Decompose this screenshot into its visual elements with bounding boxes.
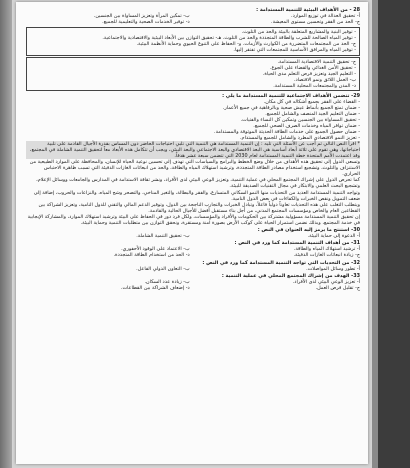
q28-option-c: ج- الحد من الفقر وتحسين مستوى المعيشة. (271, 19, 360, 26)
viewer-right-panel (372, 0, 410, 468)
q30-option-a: أ- الدعوة إلى حماية البيئة. (307, 233, 360, 240)
q33-option-d: د- إضعاف الشراكة بين القطاعات. (120, 284, 190, 291)
q29-line: - ضمان توافر المياه وخدمات الصرف الصحي للجميع. (253, 122, 360, 129)
q30-option-b: ب- تحقيق التنمية الشاملة. (136, 233, 190, 240)
q29-line: - تحقيق المساواة بين الجنسين وتمكين كل النساء والفتيات. (240, 116, 360, 123)
box-1-line: ج- الحد من المجتمعات المتضررة من الكوارث والأزمات. و- الحفاظ على التنوع الحيوي وحماية الأنظمة البيئية. (136, 41, 356, 48)
q33-options-row2 (26, 285, 360, 291)
q28-question: 28 - من الأهداف البيئية للتنمية المستدامة : (256, 7, 360, 14)
passage-paragraph: كما تحرص الدول على إشراك المجتمع المحلي في عملية التنمية، وتعزيز الوعي البيئي لدى الأفراد، ونشر ثقافة الاستدامة في المدارس والجامعات ووسائل الإعلام، وتشجيع البحث العلمي والابتكار في مجال التقنيات الصديقة للبيئة. (36, 177, 360, 190)
q29-line: - القضاء على الفقر بجميع أشكاله في كل مكان. (263, 98, 360, 105)
box-2-line: - التعليم الجيد وتعزيز فرص التعلم مدى الحياة. (262, 70, 356, 77)
passage-paragraph: * اقرأ النص التالي ثم أجب عن الأسئلة التي تليه : إن التنمية المستدامة هي التنمية التي تلبي احتياجات الحاضر دون المساس بقدرة الأجيال القادمة على تلبية احتياجاتها، وهي تقوم على ثلاثة أبعاد أساسية هي البعد الاقتصادي والبعد الاجتماعي والبعد البيئي، ويجب أن تتكامل هذه الأبعاد معاً لتحقيق التنمية الشاملة في المجتمع، وقد اعتمدت الأمم المتحدة خطة التنمية المستدامة لعام 2030 التي تتضمن سبعة عشر هدفاً. (26, 141, 360, 159)
q33-option-a: أ- تعزيز الوعي البيئي لدى الأفراد. (292, 278, 360, 285)
box-1-line: - توفير المياه الصالحة للشرب والطاقة المتجددة والحد من التلوث. هـ- تحقيق التوازن بين الأبعاد البيئية والاقتصادية والاجتماعية. (102, 35, 356, 42)
page-content (26, 6, 360, 462)
q29-line: - تعزيز النمو الاقتصادي المطرد والشامل للجميع والمستدام. (239, 135, 360, 142)
passage-paragraph: إن تحقيق التنمية المستدامة مسؤولية مشتركة بين الحكومات والأفراد والمؤسسات، ولكل فرد دور في الحفاظ على البيئة وترشيد استهلاك الموارد، والمشاركة الإيجابية في خدمة المجتمع، وبذلك نضمن استمرار الحياة على كوكب الأرض بصورة آمنة ومستقرة، ونحقق التوازن بين متطلبات التنمية وحماية البيئة. (27, 213, 360, 226)
box-2-line: ب- العمل اللائق ونمو الاقتصاد. (293, 76, 356, 83)
q32-option-b: ب- التعاون الدولي الفاعل. (136, 265, 190, 272)
box-2-line: د- المدن والمجتمعات المحلية المستدامة. (273, 82, 356, 89)
q33-option-c: ج- تقليل فرص العمل. (315, 284, 360, 291)
boxed-section (26, 27, 360, 90)
q32-options (26, 266, 360, 272)
box-1 (26, 27, 360, 55)
q29-line: - ضمان حصول الجميع على خدمات الطاقة الحديثة الموثوقة والمستدامة. (214, 129, 360, 136)
box-2-line: - تحقيق الأمن الغذائي والقضاء على الجوع. (269, 64, 356, 71)
q33-question: 33- الهدف من إشراك المجتمع المحلي في عملية التنمية : (221, 272, 360, 279)
q31-option-d: د- الحد من استخدام الطاقة المتجددة. (113, 252, 190, 259)
q31-option-c: ج- زيادة انبعاثات الغازات الدفيئة. (293, 252, 360, 259)
q30-options (26, 233, 360, 239)
box-2-line: ج- تحقيق التنمية الاقتصادية المستدامة. (277, 58, 356, 65)
q32-option-a: أ- تطور وسائل المواصلات. (306, 265, 360, 272)
box-2 (26, 57, 360, 91)
q29-line: - ضمان التعليم الجيد المنصف والشامل للجميع. (265, 110, 360, 117)
passage-paragraph: ويتطلب التغلب على هذه التحديات تعاوناً دولياً فاعلاً، وتبادل الخبرات والتجارب الناجحة بين الدول، وتوفير الدعم المالي والتقني للدول النامية، وتعزيز الشراكة بين القطاعين العام والخاص ومؤسسات المجتمع المدني، من أجل بناء مستقبل أفضل للأجيال الحالية والقادمة. (38, 201, 360, 214)
q31-option-b: ب- الاعتماد على الوقود الأحفوري. (121, 246, 190, 253)
q31-question: 31- من أهداف التنمية المستدامة كما ورد في النص : (234, 240, 360, 247)
q31-option-a: أ- ترشيد استهلاك المياه والطاقة. (293, 246, 360, 253)
q29-intro: 29- تتضمن الأهداف الاجتماعية للتنمية المستدامة ما يلي : (222, 92, 360, 99)
q28-option-b: ب- تمكين المرأة وتعزيز المساواة بين الجنسين. (93, 13, 190, 20)
q28-option-a: أ- تحقيق العدالة في توزيع الموارد. (291, 13, 360, 20)
viewer-left-edge (0, 0, 12, 468)
q31-options-row2 (26, 252, 360, 258)
q28-options-row2 (26, 19, 360, 25)
passage-paragraph: وتواجه التنمية المستدامة العديد من التحديات منها النمو السكاني المتسارع، والفقر والبطالة، والتغير المناخي، والتصحر وشح المياه، والنزاعات والحروب، إضافة إلى ضعف التمويل ونقص الخبرات والكفاءات في بعض الدول النامية. (33, 189, 360, 202)
q28-option-d: د- توفير الخدمات الصحية والتعليمية للجميع. (102, 19, 190, 26)
q30-question: 30- استنتج ما يرمز إليه العنوان في النص : (257, 226, 360, 233)
q32-question: 32- من التحديات التي تواجه التنمية المستدامة كما ورد في النص : (202, 259, 360, 266)
box-1-line: - توفير البنية والمشاريع المتعلقة بالبيئة والحد من التلوث. (241, 29, 356, 36)
q29-line: - ضمان تمتع الجميع بأنماط عيش صحية وبالرفاهية في جميع الأعمار. (222, 104, 360, 111)
box-1-line: - توفير المياه والمرافق الأساسية للمجتمعات التي تفتقر إليها. (233, 47, 356, 54)
document-page (16, 2, 368, 464)
q33-option-b: ب- زيادة عدد السكان. (144, 278, 190, 285)
passage-paragraph: وتسعى الدول إلى تحقيق هذه الأهداف من خلال وضع الخطط والبرامج والسياسات التي تهدف إلى تحسين نوعية الحياة للإنسان، والمحافظة على الموارد الطبيعية من الاستنزاف والتلوث، وتشجيع استخدام مصادر الطاقة المتجددة، وترشيد استهلاك المياه والطاقة، والحد من انبعاثات الغازات الدفيئة التي تسبب ظاهرة الاحتباس الحراري. (29, 159, 360, 178)
